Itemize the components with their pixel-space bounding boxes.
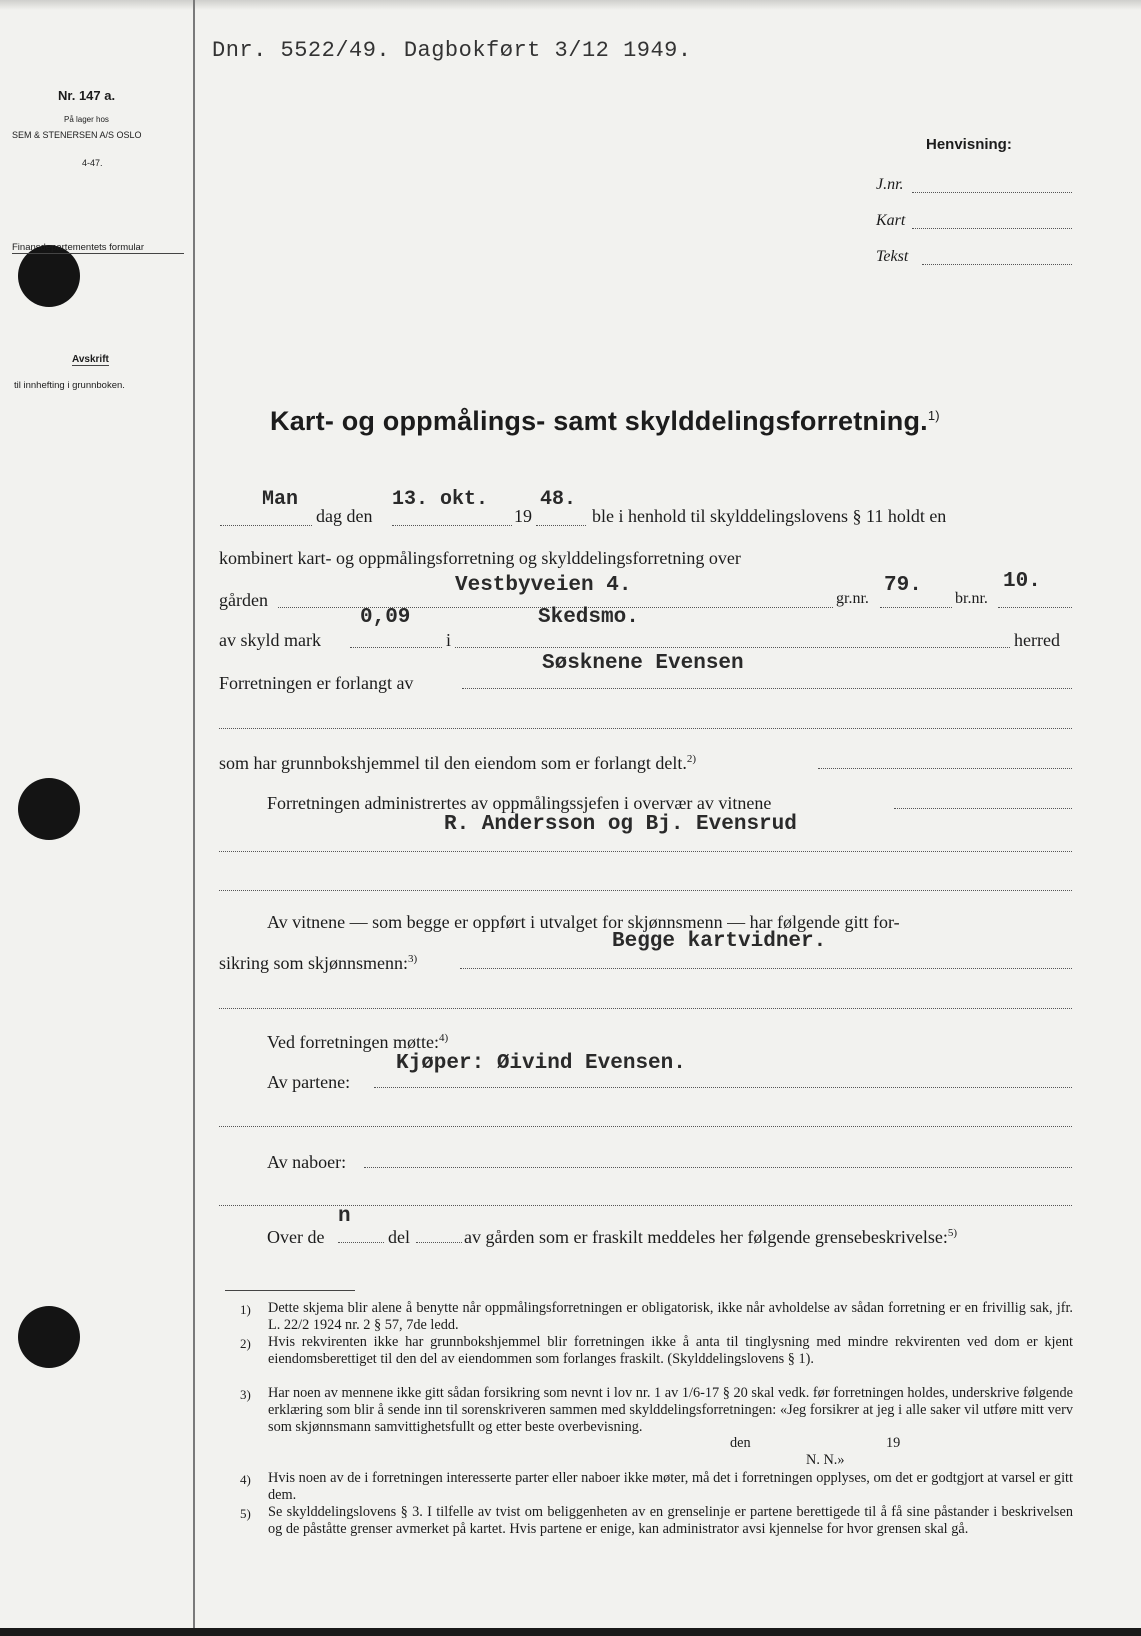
department-label: Finansdepartementets formular — [12, 242, 184, 254]
jnr-field[interactable] — [912, 192, 1072, 193]
over-n-value: n — [338, 1205, 351, 1228]
grnr-label: gr.nr. — [836, 590, 869, 607]
skyld-value: 0,09 — [360, 606, 411, 629]
del-field[interactable] — [416, 1242, 462, 1243]
line2-text: kombinert kart- og oppmålingsforretning og skylddelingsforretning over — [219, 548, 741, 568]
vitnene-text-1: Av vitnene — som begge er oppført i utvalget for skjønnsmenn — har følgende gitt for- — [267, 912, 900, 932]
scan-top-edge — [0, 0, 1141, 10]
punch-hole-top — [18, 245, 80, 307]
scan-bottom-edge — [0, 1628, 1141, 1636]
weekday-value: Man — [262, 488, 299, 511]
forlangt-label: Forretningen er forlangt av — [219, 673, 414, 693]
vitner-field-1[interactable] — [219, 851, 1072, 852]
footnote-4: Hvis noen av de i forretningen interesserte parter eller naboer ikke møter, må det i forretningen opplyses, om det er godtgjort at varsel er gitt dem. — [268, 1470, 1073, 1503]
brnr-field[interactable] — [998, 607, 1072, 608]
reference-heading: Henvisning: — [926, 136, 1012, 153]
footnote-3: Har noen av mennene ikke gitt sådan forsikring som nevnt i lov nr. 1 av 1/6-17 § 20 skal vedk. før forretningen holdes, underskrive følgende erklæring som blir å sende inn til sorenskriveren sammen med skylddelingsforretningen: «Jeg forsikrer at jeg i alle saker vil utføre mitt verv som skjønnsmann samvittighetsfullt og etter beste overbevisning. — [268, 1385, 1073, 1435]
year-field[interactable] — [536, 525, 586, 526]
footnote-2-mark: 2) — [240, 1336, 251, 1351]
publisher-date: 4-47. — [82, 158, 103, 168]
footnote-rule — [225, 1290, 355, 1291]
partene-value: Kjøper: Øivind Evensen. — [396, 1052, 686, 1075]
date-field[interactable] — [392, 525, 512, 526]
punch-hole-middle — [18, 778, 80, 840]
skyld-field[interactable] — [350, 647, 442, 648]
footnote-5-mark: 5) — [240, 1506, 251, 1521]
vitner-value: R. Andersson og Bj. Evensrud — [444, 813, 797, 836]
grnr-field[interactable] — [880, 607, 952, 608]
herred-label: herred — [1014, 630, 1060, 650]
kart-label: Kart — [876, 212, 906, 229]
punch-hole-bottom — [18, 1306, 80, 1368]
over-label: Over de — [267, 1227, 325, 1247]
weekday-field[interactable] — [220, 525, 312, 526]
skyld-label: av skyld mark — [219, 630, 321, 650]
journal-number: Dnr. 5522/49. Dagbokført 3/12 1949. — [212, 38, 692, 63]
partene-field[interactable] — [374, 1087, 1072, 1088]
naboer-field[interactable] — [364, 1167, 1072, 1168]
partene-field-2[interactable] — [219, 1126, 1072, 1127]
del-label: del — [388, 1227, 410, 1247]
garden-label: gården — [219, 590, 268, 610]
footnote-1-mark: 1) — [240, 1302, 251, 1317]
copy-label: Avskrift — [72, 354, 109, 365]
century-label: 19 — [514, 506, 532, 526]
brnr-label: br.nr. — [955, 590, 988, 607]
motte-label: Ved forretningen møtte:$^{4)}$ — [267, 1032, 449, 1052]
herred-value: Skedsmo. — [538, 606, 639, 629]
over-field[interactable] — [338, 1242, 384, 1243]
footnote-3-signature: N. N.» — [806, 1452, 845, 1468]
line1-text: ble i henhold til skylddelingslovens § 11 holdt en — [592, 506, 947, 526]
footnote-5: Se skylddelingslovens § 3. I tilfelle av tvist om beliggenheten av en grenselinje er partene berettigede til å få sine påstander i beskrivelsen og de påståtte grenser avmerket på kartet. Hvis partene er enige, kan administrator avsi kjennelse for hvor grensen skal gå. — [268, 1504, 1073, 1537]
footnote-3-year: 19 — [886, 1435, 901, 1451]
publisher-name: SEM & STENERSEN A/S OSLO — [12, 130, 142, 140]
year-value: 48. — [540, 488, 577, 511]
date-value: 13. okt. — [392, 488, 489, 511]
herred-field[interactable] — [455, 647, 1010, 648]
vitner-field-2[interactable] — [219, 890, 1072, 891]
forsikring-field-2[interactable] — [219, 1008, 1072, 1009]
margin-line — [193, 0, 195, 1636]
footnote-4-mark: 4) — [240, 1472, 251, 1487]
naboer-label: Av naboer: — [267, 1152, 347, 1172]
jnr-label: J.nr. — [876, 176, 904, 193]
forlangt-field[interactable] — [462, 688, 1072, 689]
forlangt-field-2[interactable] — [219, 728, 1072, 729]
dag-den-label: dag den — [316, 506, 373, 526]
garden-value: Vestbyveien 4. — [455, 574, 632, 597]
hjemmel-field[interactable] — [818, 768, 1072, 769]
tekst-field[interactable] — [922, 264, 1072, 265]
kart-field[interactable] — [912, 228, 1072, 229]
publisher-line1: På lager hos — [64, 115, 109, 124]
i-label: i — [446, 630, 452, 650]
forsikring-field[interactable] — [460, 968, 1072, 969]
form-number: Nr. 147 a. — [58, 88, 116, 103]
hjemmel-text: som har grunnbokshjemmel til den eiendom som er forlangt delt.$^{2)}$ — [219, 753, 697, 773]
document-title: Kart- og oppmålings- samt skylddelingsforretning.$^{1)}$ — [270, 406, 940, 436]
forsikring-value: Begge kartvidner. — [612, 930, 827, 953]
tekst-label: Tekst — [876, 248, 909, 265]
adm-field[interactable] — [894, 808, 1072, 809]
footnote-2: Hvis rekvirenten ikke har grunnbokshjemmel blir forretningen ikke å anta til tinglysning med mindre rekvirenten ved dom er kjent eiendomsberettiget til den del av eiendommen som forlanges fraskilt. (Skylddelingslovens § 1). — [268, 1334, 1073, 1367]
footnote-3-den: den — [730, 1435, 751, 1451]
forlangt-value: Søsknene Evensen — [542, 652, 744, 675]
copy-sublabel: til innhefting i grunnboken. — [14, 380, 125, 391]
grense-text: av gården som er fraskilt meddeles her følgende grensebeskrivelse:$^{5)}$ — [464, 1227, 957, 1247]
footnote-3-mark: 3) — [240, 1387, 251, 1402]
adm-text: Forretningen administrertes av oppmålingssjefen i overvær av vitnene — [267, 793, 772, 813]
brnr-value: 10. — [1003, 570, 1041, 593]
partene-label: Av partene: — [267, 1072, 351, 1092]
grnr-value: 79. — [884, 574, 922, 597]
footnote-1: Dette skjema blir alene å benytte når oppmålingsforretningen er obligatorisk, ikke når avholdelse av sådan forretning er en frivillig sak, jfr. L. 22/2 1924 nr. 2 § 57, 7de ledd. — [268, 1300, 1073, 1333]
vitnene-text-2: sikring som skjønnsmenn:$^{3)}$ — [219, 953, 418, 973]
